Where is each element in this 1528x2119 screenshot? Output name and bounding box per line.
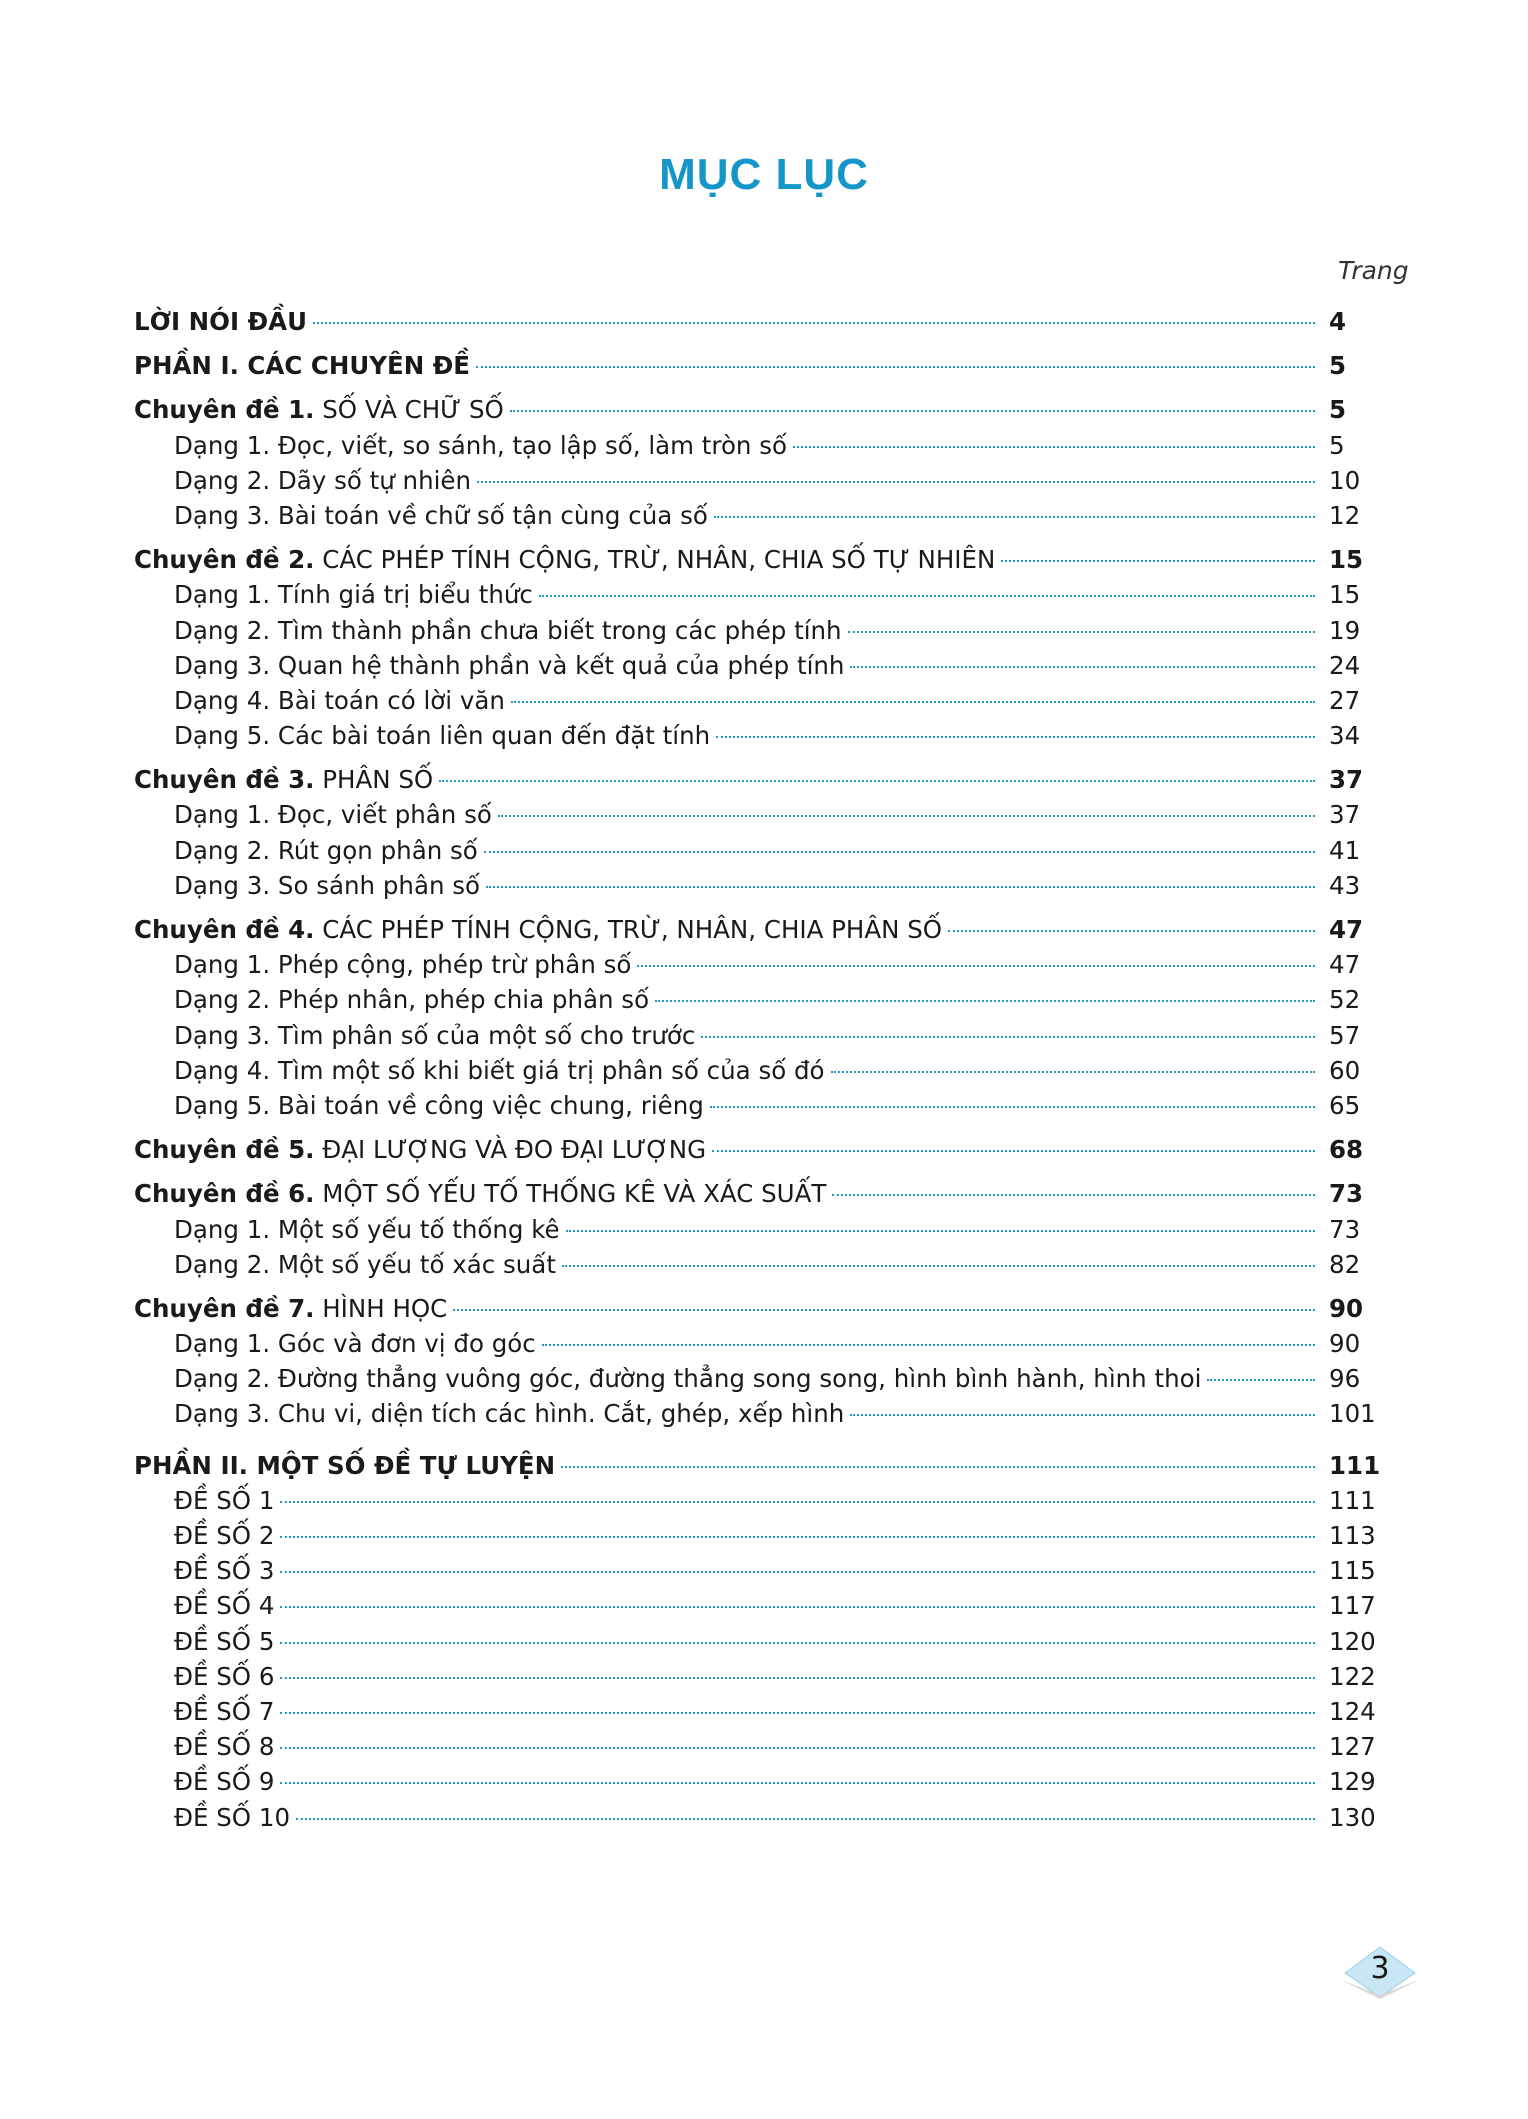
toc-entry-title: ĐỀ SỐ 7 — [174, 1696, 275, 1726]
toc-entry[interactable] — [134, 1800, 1389, 1835]
toc-entry[interactable] — [134, 982, 1389, 1017]
toc-entry[interactable] — [134, 868, 1389, 903]
chapter-title: MỘT SỐ YẾU TỐ THỐNG KÊ VÀ XÁC SUẤT — [314, 1179, 827, 1209]
toc-entry[interactable] — [134, 1361, 1389, 1396]
toc-entry-title — [134, 912, 942, 947]
toc-entry-title — [134, 1176, 826, 1211]
dot-leader — [296, 1818, 1315, 1820]
dot-leader — [848, 631, 1315, 633]
toc-entry[interactable] — [134, 762, 1389, 797]
toc-entry-title: Dạng 3. Quan hệ thành phần và kết quả của phép tính — [174, 650, 845, 680]
toc-entry[interactable] — [134, 833, 1389, 868]
toc-page-number: 111 — [1329, 1450, 1381, 1480]
toc-entry[interactable] — [134, 1291, 1389, 1326]
chapter-prefix: Chuyên đề 4. — [134, 915, 315, 944]
toc-page-number: 27 — [1329, 685, 1361, 715]
dot-leader — [280, 1536, 1315, 1538]
toc-entry-title: PHẦN II. MỘT SỐ ĐỀ TỰ LUYỆN — [134, 1450, 556, 1480]
toc-page-number: 124 — [1329, 1696, 1376, 1726]
dot-leader — [850, 666, 1315, 668]
toc-page-number: 82 — [1329, 1249, 1361, 1279]
dot-leader — [486, 886, 1315, 888]
chapter-title: HÌNH HỌC — [314, 1293, 448, 1323]
toc-page-number: 12 — [1329, 500, 1361, 530]
toc-entry-title: ĐỀ SỐ 6 — [174, 1661, 275, 1691]
dot-leader — [439, 780, 1315, 782]
dot-leader — [313, 322, 1315, 324]
table-of-contents — [134, 304, 1389, 1835]
toc-page-number: 101 — [1329, 1399, 1376, 1429]
toc-entry-title — [134, 762, 433, 797]
toc-entry[interactable] — [134, 1764, 1389, 1799]
toc-page-number: 60 — [1329, 1055, 1361, 1085]
toc-entry-title: Dạng 1. Đọc, viết phân số — [174, 800, 492, 830]
dot-leader — [637, 965, 1315, 967]
toc-entry-title: ĐỀ SỐ 9 — [174, 1767, 275, 1797]
toc-entry-title: LỜI NÓI ĐẦU — [134, 307, 308, 336]
toc-entry-title: Dạng 2. Tìm thành phần chưa biết trong các phép tính — [174, 615, 842, 645]
chapter-prefix: Chuyên đề 7. — [134, 1293, 315, 1323]
toc-entry[interactable] — [134, 348, 1389, 383]
toc-page-number: 115 — [1329, 1556, 1376, 1586]
dot-leader — [280, 1747, 1315, 1749]
toc-entry[interactable] — [134, 1212, 1389, 1247]
toc-page-number: 130 — [1329, 1802, 1376, 1832]
toc-entry-title: Dạng 3. Tìm phân số của một số cho trước — [174, 1020, 696, 1050]
dot-leader — [716, 736, 1315, 738]
toc-page-number: 113 — [1329, 1521, 1376, 1550]
page-column-label: Trang — [1338, 256, 1409, 285]
dot-leader — [561, 1466, 1315, 1468]
toc-page-number: 127 — [1329, 1732, 1376, 1762]
toc-entry[interactable] — [134, 1483, 1389, 1518]
toc-entry[interactable] — [134, 1729, 1389, 1764]
dot-leader — [566, 1230, 1315, 1232]
toc-entry[interactable] — [134, 1518, 1389, 1553]
toc-page-number: 34 — [1329, 721, 1361, 751]
toc-entry-title: Dạng 3. Chu vi, diện tích các hình. Cắt, ghép, xếp hình — [174, 1399, 845, 1429]
toc-page-number: 5 — [1329, 351, 1347, 381]
toc-entry[interactable] — [134, 1448, 1389, 1483]
toc-entry[interactable] — [134, 613, 1389, 648]
toc-entry[interactable] — [134, 1659, 1389, 1694]
toc-entry-title: Dạng 5. Các bài toán liên quan đến đặt tính — [174, 721, 711, 751]
dot-leader — [453, 1309, 1315, 1311]
page-number: 3 — [1370, 1951, 1390, 1986]
toc-entry[interactable] — [134, 1247, 1389, 1282]
chapter-prefix: Chuyên đề 3. — [134, 765, 315, 795]
toc-entry[interactable] — [134, 1553, 1389, 1588]
dot-leader — [710, 1106, 1315, 1108]
toc-entry-title: PHẦN I. CÁC CHUYÊN ĐỀ — [134, 351, 471, 381]
chapter-prefix: Chuyên đề 5. — [134, 1135, 315, 1165]
dot-leader — [714, 516, 1315, 518]
dot-leader — [701, 1036, 1315, 1038]
toc-entry-title: Dạng 1. Tính giá trị biểu thức — [174, 580, 533, 610]
dot-leader — [831, 1071, 1315, 1073]
toc-entry[interactable] — [134, 947, 1389, 982]
toc-entry-title: ĐỀ SỐ 2 — [174, 1521, 275, 1550]
toc-entry[interactable] — [134, 1624, 1389, 1659]
toc-entry[interactable] — [134, 648, 1389, 683]
toc-page-number: 111 — [1329, 1485, 1376, 1515]
toc-page-number: 47 — [1329, 950, 1361, 980]
chapter-title: ĐẠI LƯỢNG VÀ ĐO ĐẠI LƯỢNG — [314, 1135, 707, 1165]
dot-leader — [1001, 560, 1315, 562]
toc-entry[interactable] — [134, 304, 1389, 339]
toc-page-number: 57 — [1329, 1020, 1361, 1050]
chapter-prefix: Chuyên đề 6. — [134, 1179, 315, 1209]
page-title: MỤC LỤC — [659, 150, 869, 199]
toc-entry[interactable] — [134, 1176, 1389, 1211]
toc-entry-title — [134, 1132, 706, 1167]
toc-entry[interactable] — [134, 1018, 1389, 1053]
toc-entry[interactable] — [134, 428, 1389, 463]
dot-leader — [280, 1501, 1315, 1503]
toc-page-number: 90 — [1329, 1329, 1361, 1359]
toc-entry-title: Dạng 2. Rút gọn phân số — [174, 835, 478, 865]
toc-entry-title: Dạng 1. Phép cộng, phép trừ phân số — [174, 950, 632, 980]
dot-leader — [832, 1194, 1315, 1196]
dot-leader — [477, 481, 1315, 483]
dot-leader — [476, 366, 1315, 368]
toc-entry[interactable] — [134, 1132, 1389, 1167]
toc-entry-title: ĐỀ SỐ 8 — [174, 1732, 275, 1762]
dot-leader — [562, 1265, 1315, 1267]
toc-page-number: 96 — [1329, 1364, 1361, 1394]
toc-page-number: 5 — [1329, 395, 1347, 425]
toc-entry-title: Dạng 2. Một số yếu tố xác suất — [174, 1249, 556, 1279]
toc-entry[interactable] — [134, 392, 1389, 427]
toc-entry-title: ĐỀ SỐ 4 — [174, 1591, 275, 1621]
toc-entry[interactable] — [134, 1053, 1389, 1088]
toc-entry-title: Dạng 1. Góc và đơn vị đo góc — [174, 1329, 536, 1359]
toc-page-number: 15 — [1329, 580, 1361, 610]
toc-entry-title: Dạng 4. Tìm một số khi biết giá trị phân số của số đó — [174, 1055, 825, 1085]
dot-leader — [498, 815, 1315, 817]
toc-entry-title — [134, 392, 504, 427]
chapter-title: CÁC PHÉP TÍNH CỘNG, TRỪ, NHÂN, CHIA PHÂN SỐ — [314, 915, 943, 944]
toc-entry-title: Dạng 3. Bài toán về chữ số tận cùng của số — [174, 500, 708, 530]
toc-entry[interactable] — [134, 1088, 1389, 1123]
toc-entry[interactable] — [134, 577, 1389, 612]
dot-leader — [280, 1571, 1315, 1573]
toc-entry-title: Dạng 4. Bài toán có lời văn — [174, 685, 505, 715]
dot-leader — [511, 701, 1315, 703]
chapter-title: PHÂN SỐ — [314, 765, 434, 795]
toc-entry-title: ĐỀ SỐ 10 — [174, 1802, 291, 1832]
chapter-title: CÁC PHÉP TÍNH CỘNG, TRỪ, NHÂN, CHIA SỐ TỰ NHIÊN — [314, 545, 996, 575]
dot-leader — [712, 1150, 1315, 1152]
toc-entry[interactable] — [134, 542, 1389, 577]
toc-page-number: 52 — [1329, 985, 1361, 1015]
toc-page-number: 41 — [1329, 835, 1361, 865]
toc-page-number: 24 — [1329, 650, 1361, 680]
toc-entry-title: Dạng 2. Dãy số tự nhiên — [174, 465, 472, 495]
toc-page-number: 68 — [1329, 1135, 1364, 1165]
toc-entry-title — [134, 1291, 447, 1326]
toc-entry-title: Dạng 3. So sánh phân số — [174, 870, 481, 900]
dot-leader — [280, 1712, 1315, 1714]
dot-leader — [280, 1606, 1315, 1608]
toc-page-number: 19 — [1329, 615, 1361, 645]
toc-entry[interactable] — [134, 1588, 1389, 1623]
toc-page-number: 15 — [1329, 545, 1364, 575]
toc-page-number: 73 — [1329, 1214, 1361, 1244]
dot-leader — [1207, 1379, 1315, 1381]
toc-entry-title: Dạng 1. Một số yếu tố thống kê — [174, 1214, 560, 1244]
toc-entry-title: Dạng 5. Bài toán về công việc chung, riêng — [174, 1090, 704, 1120]
toc-entry-title — [134, 542, 995, 577]
toc-page-number: 43 — [1329, 870, 1361, 900]
toc-entry[interactable] — [134, 683, 1389, 718]
toc-entry[interactable] — [134, 1694, 1389, 1729]
toc-entry-title: Dạng 2. Đường thẳng vuông góc, đường thẳng song song, hình bình hành, hình thoi — [174, 1364, 1202, 1394]
toc-entry[interactable] — [134, 1396, 1389, 1431]
toc-page-number: 65 — [1329, 1090, 1361, 1120]
toc-page-number: 5 — [1329, 430, 1345, 460]
toc-entry[interactable] — [134, 718, 1389, 753]
toc-page-number: 117 — [1329, 1591, 1376, 1621]
chapter-prefix: Chuyên đề 1. — [134, 395, 315, 425]
toc-entry[interactable] — [134, 463, 1389, 498]
chapter-prefix: Chuyên đề 2. — [134, 545, 315, 575]
toc-entry-title: Dạng 2. Phép nhân, phép chia phân số — [174, 985, 650, 1015]
toc-page-number: 122 — [1329, 1661, 1376, 1691]
toc-entry-title: ĐỀ SỐ 1 — [174, 1485, 275, 1515]
dot-leader — [484, 851, 1315, 853]
dot-leader — [280, 1782, 1315, 1784]
dot-leader — [510, 410, 1315, 412]
toc-page-number: 129 — [1329, 1767, 1376, 1797]
toc-entry-title: ĐỀ SỐ 5 — [174, 1626, 275, 1656]
dot-leader — [539, 595, 1315, 597]
toc-page-number: 120 — [1329, 1626, 1376, 1656]
toc-page-number: 73 — [1329, 1179, 1364, 1209]
page-number-badge — [1335, 1945, 1425, 1999]
dot-leader — [793, 446, 1315, 448]
dot-leader — [280, 1677, 1315, 1679]
chapter-title: SỐ VÀ CHỮ SỐ — [314, 395, 504, 425]
dot-leader — [948, 930, 1315, 932]
toc-page-number: 90 — [1329, 1293, 1364, 1323]
dot-leader — [850, 1414, 1315, 1416]
dot-leader — [542, 1344, 1315, 1346]
toc-entry[interactable] — [134, 912, 1389, 947]
toc-entry[interactable] — [134, 1326, 1389, 1361]
toc-entry[interactable] — [134, 797, 1389, 832]
dot-leader — [280, 1642, 1315, 1644]
toc-entry-title: ĐỀ SỐ 3 — [174, 1556, 275, 1586]
toc-page-number: 37 — [1329, 800, 1361, 830]
toc-page-number: 10 — [1329, 465, 1361, 495]
toc-page-number: 37 — [1329, 765, 1364, 795]
toc-page-number: 4 — [1329, 307, 1347, 336]
dot-leader — [655, 1000, 1315, 1002]
toc-entry[interactable] — [134, 498, 1389, 533]
toc-page-number: 47 — [1329, 915, 1364, 944]
toc-entry-title: Dạng 1. Đọc, viết, so sánh, tạo lập số, làm tròn số — [174, 430, 788, 460]
